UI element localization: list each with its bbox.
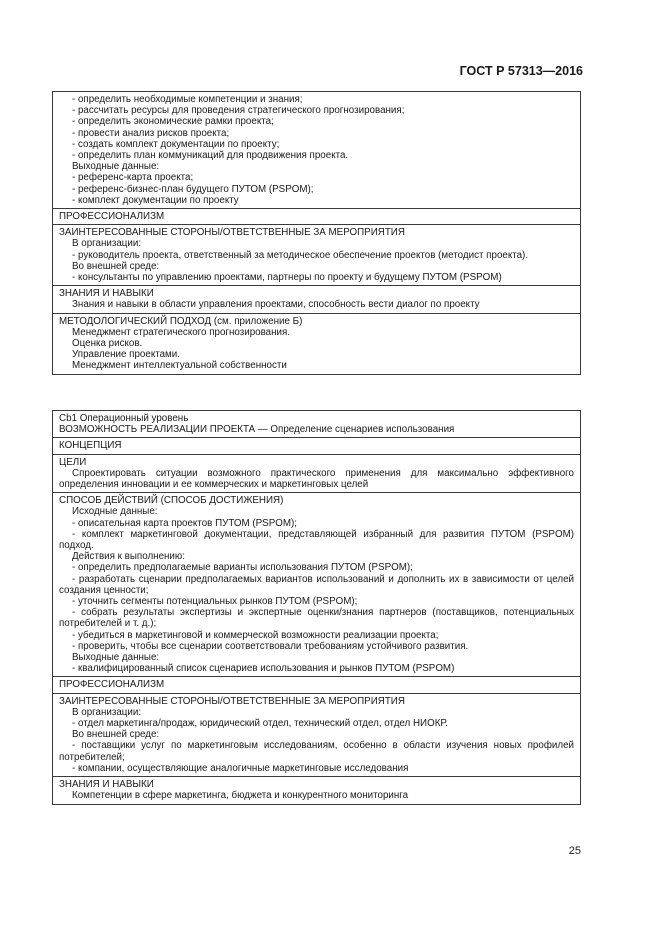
section-line: - отдел маркетинга/продаж, юридический отдел, технический отдел, отдел НИОКР. [72,718,448,730]
section-line: - поставщики услуг по маркетинговым исследованиям, особенно в области изучения новых профилей потребителей; [59,740,574,763]
section-heading: ПРОФЕССИОНАЛИЗМ [59,211,165,223]
section-line: - руководитель проекта, ответственный за методическое обеспечение проектов (методист проекта). [72,249,529,261]
table-section [53,693,580,776]
section-line: - создать комплект документации по проекту; [72,138,280,150]
section-line: - проверить, чтобы все сценарии соответствовали требованиям устойчивого развития. [72,640,469,652]
section-line: - комплект документации по проекту [72,194,239,206]
section-line: Выходные данные: [72,652,160,664]
section-line: Исходные данные: [72,506,158,518]
table-section [53,285,580,312]
table-section [53,92,580,208]
section-heading: ЗНАНИЯ И НАВЫКИ [59,779,154,791]
section-heading: ЗАИНТЕРЕСОВАННЫЕ СТОРОНЫ/ОТВЕТСТВЕННЫЕ ЗА МЕРОПРИЯТИЯ [59,227,405,239]
page-number: 25 [568,845,581,857]
section-heading: ЗНАНИЯ И НАВЫКИ [59,288,154,300]
section-line: - определить предполагаемые варианты использования ПУТОМ (PSPOM); [72,562,413,574]
section-line: - разработать сценарии предполагаемых вариантов использований и дополнить их в зависимости от целей создания ценности; [59,573,574,596]
section-line: - комплект маркетинговой документации, представляющей избранный для развития ПУТОМ (PSPOM) подход. [59,528,574,552]
section-line: - компании, осуществляющие аналогичные маркетинговые исследования [72,762,409,774]
section-line: - собрать результаты экспертизы и экспертные оценки/знания партнеров (поставщиков, потенциальных потребителей и т. д.); [59,607,574,630]
section-line: - уточнить сегменты потенциальных рынков ПУТОМ (PSPOM); [72,596,358,608]
section-line: Действия к выполнению: [72,551,185,563]
section-line: - определить план коммуникаций для продвижения проекта. [72,150,349,162]
table-section [53,208,580,224]
section-line: - описательная карта проектов ПУТОМ (PSPOM); [72,517,298,529]
table-section [53,313,580,374]
section-line: Выходные данные: [72,161,160,173]
section-line: В организации: [72,706,142,718]
table-section [53,676,580,692]
section-line: Спроектировать ситуации возможного практического применения для максимально эффективного определения инновации и ее коммерческих и маркетинговых целей [59,467,574,491]
section-heading: ЗАИНТЕРЕСОВАННЫЕ СТОРОНЫ/ОТВЕТСТВЕННЫЕ ЗА МЕРОПРИЯТИЯ [59,695,405,707]
section-heading: МЕТОДОЛОГИЧЕСКИЙ ПОДХОД (см. приложение Б) [59,315,303,327]
section-line: - референс-карта проекта; [72,172,194,184]
section-heading: Cb1 Операционный уровень [59,413,189,424]
table-section [53,224,580,285]
section-line: Во внешней среде: [72,260,160,272]
section-line: Во внешней среде: [72,729,160,741]
table-section [53,492,580,676]
section-line: - референс-бизнес-план будущего ПУТОМ (PSPOM); [72,183,314,195]
section-line: Менеджмент интеллектуальной собственности [72,360,287,372]
section-heading: ЦЕЛИ [59,456,87,468]
table-section [53,437,580,453]
section-line: - рассчитать ресурсы для проведения стратегического прогнозирования; [72,105,405,117]
table-section [53,411,580,437]
section-line: - определить экономические рамки проекта; [72,116,274,128]
section-line: - квалифицированный список сценариев использования и рынков ПУТОМ (PSPOM) [72,663,455,675]
table-section [53,454,580,493]
section-line: - убедиться в маркетинговой и коммерческой возможности реализации проекта; [72,629,439,641]
table-section [53,776,580,803]
section-line: Знания и навыки в области управления проектами, способность вести диалог по проекту [72,299,480,311]
section-line: В организации: [72,238,142,250]
section-line: - провести анализ рисков проекта; [72,127,230,139]
section-heading: СПОСОБ ДЕЙСТВИЙ (СПОСОБ ДОСТИЖЕНИЯ) [59,495,284,507]
section-line: - консультанты по управлению проектами, партнеры по проекту и будущему ПУТОМ (PSPOM) [72,272,502,284]
table-cb1-operational-level [52,410,581,805]
section-line: Компетенции в сфере маркетинга, бюджета и конкурентного мониторинга [72,790,409,802]
section-heading: КОНЦЕПЦИЯ [59,440,122,452]
document-id: ГОСТ Р 57313—2016 [459,64,583,78]
table-continuation [52,91,581,375]
section-line: Управление проектами. [72,349,180,361]
section-heading: ПРОФЕССИОНАЛИЗМ [59,679,165,691]
section-heading: ВОЗМОЖНОСТЬ РЕАЛИЗАЦИИ ПРОЕКТА — Определение сценариев использования [59,424,455,436]
section-line: Менеджмент стратегического прогнозирования. [72,326,291,338]
section-line: Оценка рисков. [72,338,143,350]
section-line: - определить необходимые компетенции и знания; [72,94,303,105]
